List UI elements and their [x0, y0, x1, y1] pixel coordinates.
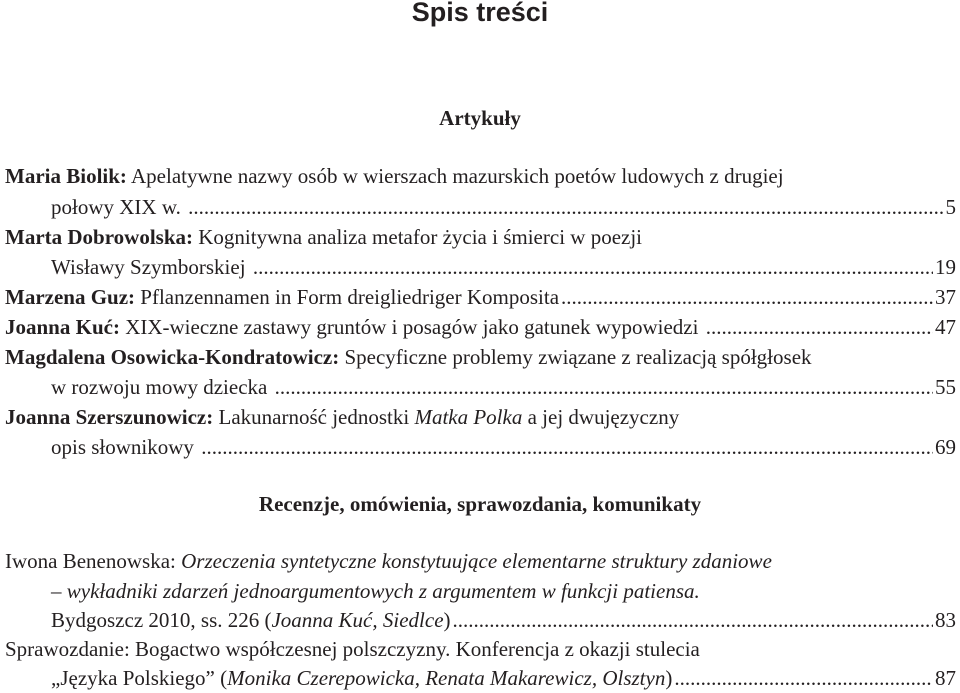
entry-title: Pflanzennamen in Form dreigliedriger Komposita	[135, 285, 560, 309]
dot-leader	[201, 432, 933, 462]
entry-author: Marta Dobrowolska:	[5, 225, 194, 249]
entry-title: Specyficzne problemy związane z realizacją spółgłosek	[339, 345, 812, 369]
dot-leader	[706, 312, 933, 342]
dot-leader	[561, 282, 933, 312]
section-heading-reviews: Recenzje, omówienia, sprawozdania, komunikaty	[258, 492, 702, 516]
toc-entry-line[interactable]	[5, 312, 956, 342]
entry-title: Lakunarność jednostki	[213, 405, 415, 429]
entry-reviewer: Joanna Kuć, Siedlce	[271, 608, 444, 632]
toc-entry-line	[5, 402, 956, 432]
entry-title: Sprawozdanie: Bogactwo współczesnej polszczyzny. Konferencja z okazji stulecia	[5, 637, 700, 661]
entry-title: połowy XIX w.	[51, 195, 187, 219]
page-number: 37	[935, 285, 956, 309]
toc-entry-line[interactable]	[51, 605, 956, 635]
entry-title: opis słownikowy	[51, 435, 200, 459]
entry-reviewer: Monika Czerepowicka, Renata Makarewicz, Olsztyn	[227, 666, 666, 690]
section-heading-articles: Artykuły	[439, 106, 521, 130]
dot-leader	[188, 192, 943, 222]
page-number: 19	[935, 255, 956, 279]
entry-title: )	[443, 608, 451, 632]
entry-title: Iwona Benenowska:	[5, 549, 182, 573]
entry-title: Kognitywna analiza metafor życia i śmierci w poezji	[193, 225, 643, 249]
entry-author: Marzena Guz:	[5, 285, 136, 309]
toc-entry-line[interactable]	[51, 252, 956, 282]
page-number: 87	[935, 666, 956, 690]
toc-entry-line[interactable]	[51, 663, 956, 693]
toc-entry-line	[5, 546, 956, 576]
entry-title: XIX-wieczne zastawy gruntów i posagów jako gatunek wypowiedzi	[119, 315, 704, 339]
entry-title: Apelatywne nazwy osób w wierszach mazurskich poetów ludowych z drugiej	[126, 164, 784, 188]
entry-title: a jej dwujęzyczny	[522, 405, 680, 429]
entry-author: Joanna Szerszunowicz:	[5, 405, 214, 429]
entry-author: Magdalena Osowicka-Kondratowicz:	[5, 345, 340, 369]
toc-entry-line	[5, 342, 956, 372]
entry-author: Maria Biolik:	[5, 164, 127, 188]
page-number: 55	[935, 375, 956, 399]
entry-title: „Języka Polskiego” (	[51, 666, 228, 690]
toc-entry-line	[51, 576, 956, 606]
entry-title-italic: – wykładniki zdarzeń jednoargumentowych z argumentem w funkcji patiensa.	[51, 579, 700, 603]
entry-title: w rozwoju mowy dziecka	[51, 375, 273, 399]
toc-entry-line[interactable]	[5, 282, 956, 312]
entry-title-italic: Matka Polka	[414, 405, 523, 429]
page-number: 5	[945, 195, 956, 219]
entry-title: )	[665, 666, 673, 690]
dot-leader	[275, 372, 933, 402]
page-title: Spis treści	[411, 0, 549, 27]
toc-entry-line	[5, 161, 956, 191]
entry-title: Wisławy Szymborskiej	[51, 255, 251, 279]
entry-title: Bydgoszcz 2010, ss. 226 (	[51, 608, 272, 632]
page-number: 69	[935, 435, 956, 459]
entry-author: Joanna Kuć:	[5, 315, 120, 339]
toc-entry-line[interactable]	[51, 372, 956, 402]
dot-leader	[674, 663, 933, 693]
toc-entry-line[interactable]	[51, 192, 956, 222]
page-number: 47	[935, 315, 956, 339]
page-number: 83	[935, 608, 956, 632]
dot-leader	[453, 605, 933, 635]
toc-entry-line	[5, 634, 956, 664]
toc-entry-line	[5, 222, 956, 252]
dot-leader	[253, 252, 933, 282]
toc-entry-line[interactable]	[51, 432, 956, 462]
entry-title-italic: Orzeczenia syntetyczne konstytuujące elementarne struktury zdaniowe	[181, 549, 772, 573]
